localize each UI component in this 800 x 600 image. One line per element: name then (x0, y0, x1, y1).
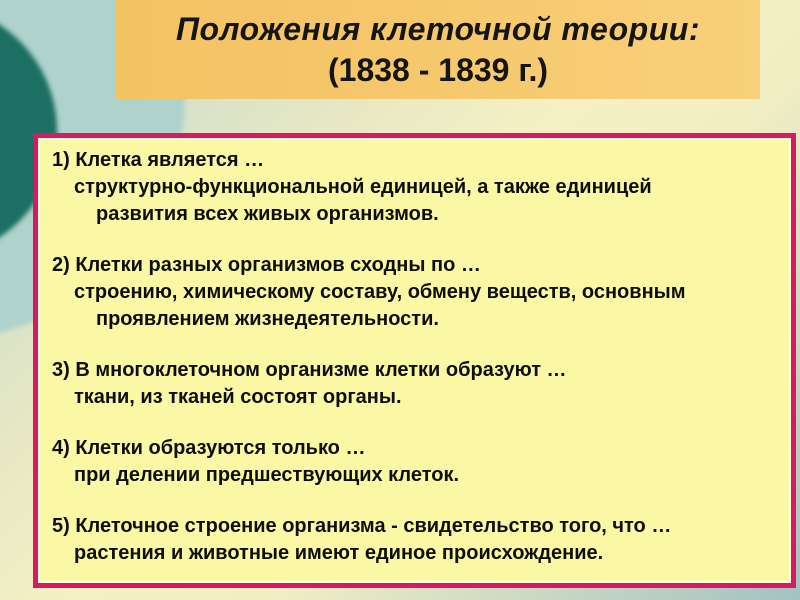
list-line: 3) В многоклеточном организме клетки образуют … (52, 359, 567, 381)
list-item (50, 513, 785, 567)
slide-title-line2: (1838 - 1839 г.) (327, 51, 549, 88)
list-line: 5) Клеточное строение организма - свидетельство того, что … (52, 515, 672, 537)
list-item (50, 435, 785, 489)
content-box (33, 133, 796, 588)
list-line: растения и животные имеют единое происхождение. (74, 542, 604, 564)
slide-title-box (116, 0, 760, 99)
cell-theory-list (38, 138, 791, 583)
list-item (50, 147, 785, 228)
list-item (50, 357, 785, 411)
list-line: структурно-функциональной единицей, а также единицей (74, 176, 652, 198)
list-line: развития всех живых организмов. (96, 203, 439, 225)
slide-title-line1: Положения клеточной теории: (176, 10, 700, 47)
list-line: 1) Клетка является … (52, 149, 265, 171)
list-line: при делении предшествующих клеток. (74, 464, 460, 486)
list-item (50, 252, 785, 333)
list-line: проявлением жизнедеятельности. (96, 308, 439, 330)
list-line: ткани, из тканей состоят органы. (74, 386, 402, 408)
list-line: 2) Клетки разных организмов сходны по … (52, 254, 481, 276)
list-line: строению, химическому составу, обмену веществ, основным (74, 281, 686, 303)
list-line: 4) Клетки образуются только … (52, 437, 366, 459)
